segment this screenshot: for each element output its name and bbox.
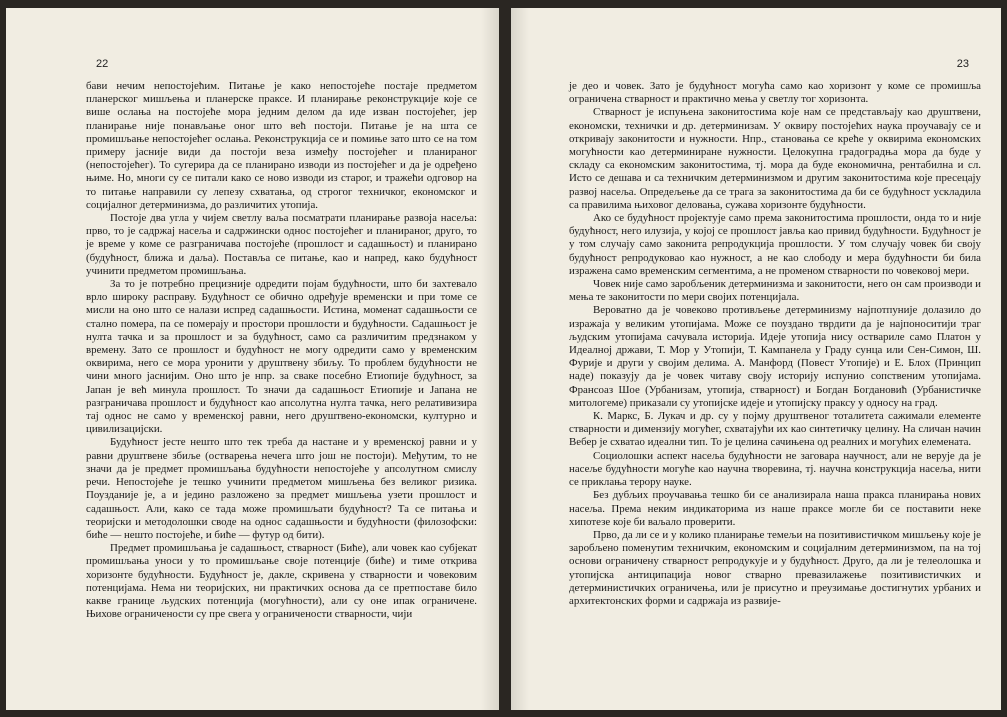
paragraph: Без дубљих проучавања тешко би се анализирала наша пракса планирања нових насеља. Према неким индикаторима из наше праксе могле би се поставити неке хипотезе које би ваљало проверити. — [569, 489, 981, 528]
page-number: 23 — [956, 58, 969, 70]
gutter-shadow — [481, 8, 499, 710]
page-number: 22 — [96, 58, 109, 70]
left-page — [6, 8, 499, 710]
paragraph: Вероватно да је човеково противљење детерминизму најпотпуније долазило до изражаја у великим утопијама. Може се поуздано тврдити да је најпоноситији траг људским утопијама сачувала историја. Идеје утопија нису оствариле само Платон у Идеалној држави, Т. Мор у Утопији, Т. Кампанела у Граду сунца или Сен-Симон, Ш. Фурије и други у својим делима. А. Манфорд (Повест Утопије) и Е. Блох (Принцип наде) показују да је човек читаву своју историју испунио сопственим утопијама. Франсоаз Шое (Урбанизам, утопија, стварност) и Богдан Богдановић (Урбанистичке митологеме) приказали су утопијске идеје и утопијску праксу у односу на град. — [569, 304, 981, 409]
gutter-shadow — [511, 8, 529, 710]
paragraph: је део и човек. Зато је будућност могућа само као хоризонт у коме се промишља ограничена стварност и практично мења у светлу тог хоризонта. — [569, 80, 981, 106]
paragraph: Предмет промишљања је садашњост, стварност (Биће), али човек као субјекат промишљања уноси у то промишљање своје потенције (биће) и тиме открива хоризонте будућности. Будућност је, дакле, скривена у стварности и човековим потенцијама. Нема ни теоријских, ни практичких основа да се претпоставе било какве границе људских потенција (могућности), али су оне ипак ограничене. Њихове ограничености су пре свега у ограничености стварности, чији — [86, 542, 477, 621]
paragraph: бави нечим непостојећим. Питање је како непостојеће постаје предметом планерског мишљења и планерске праксе. И планирање реконструкције које се више ослања на постојеће мора једним делом да иде изван постојећег, јер планирање није понављање оног што већ постоји. Питање је на шта се промишљање непостојећег ослања. Реконструкција се и помиње зато што се на том примеру јасније види да постоји веза између постојећег и планираног (непостојећег). То сугерира да се планирано изводи из постојећег и да је одређено њиме. Но, многи су се питали како се ново изводи из старог, и тражећи одговор на то питање направили су лепезу схватања, од строгог техничког, економског и социјалног детерминизма, до различитих утопија. — [86, 80, 477, 211]
right-page — [511, 8, 1001, 710]
paragraph: Будућност јесте нешто што тек треба да настане и у временској равни и у равни друштвене збиље (остварења нечега што још не постоји). Међутим, то не значи да је предмет промишљања будућности непостојеће у апсолутном смислу речи. Непостојеће је тешко учинити предметом мишљења без великог ризика. Поузданије је, а и једино разложено за предмет мишљења узети прошлост и садашњост. Али, како се тада може промишљати будућност? Та се питања и теоријски и методолошки своде на однос садашњости и будућности (филозофски: биће — нешто постојеће, и биће — футур од бити). — [86, 436, 477, 541]
paragraph: Стварност је испуњена законитостима које нам се представљају као друштвени, економски, технички и др. детерминизам. У оквиру постојећих наука проучавају се и откривају законитости и нужности. Нпр., становања се креће у оквирима економских могућности као детерминиране нужности. Целокупна градоградња мора да буде у складу са економским законитостима, тј. мора да буде економична, рентабилна и сл. Исто се дешава и са техничким детерминизмом и другим законитостима које пресецају развој насеља. Опредељење да се трага за законитостима да би се будућност ускладила са правилима њиховог деловања, сужава хоризонте будућности. — [569, 106, 981, 211]
paragraph: Ако се будућност пројектује само према законитостима прошлости, онда то и није будућност, него илузија, у којој се прошлост јавља као привид будућности. Будућност је у том случају само законита репродукција прошлости. У том случају човек би своју будућност репродуковао као нужност, а не као слободу и мера будућности би била изражена само временским сегментима, а не променом стварности по човековој мери. — [569, 212, 981, 277]
paragraph: Социолошки аспект насеља будућности не заговара научност, али не верује да је насеље будућности могуће као научна творевина, тј. научна конструкција насеља, нити се приклања терору науке. — [569, 449, 981, 489]
paragraph: Прво, да ли се и у колико планирање темељи на позитивистичком мишљењу које је заробљено поменутим техничким, економским и социјалним детерминизмом, па на тој основи ограничену стварност репродукује и у будућност. Друго, да ли је телеолошка и утопијска антиципација новог стварно превазилажење позитивистичких и детерминистичких ограничења, или је присутно и преузимање достигнутих урбаних и архитектонских форми и садржаја из развије- — [569, 528, 981, 607]
paragraph: Човек није само заробљеник детерминизма и законитости, него он сам производи и мења те законитости по мери својих потенцијала. — [569, 278, 981, 304]
paragraph: Постоје два угла у чијем светлу ваља посматрати планирање развоја насеља: прво, то је садржај насеља и садржински однос постојећег и планираног, друго, то је време у коме се разграничава постојеће (прошлост и садашњост) и планирано (будућност, ближа и даља). Постављa се питање, као и напред, како будућност учинити предметом промишљања. — [86, 212, 477, 277]
paragraph: К. Маркс, Б. Лукач и др. су у појму друштвеног тоталитета сажимали елементе стварности и димензију могућег, схватајући их као синтетичку целину. На сличан начин Вебер је схватао идеални тип. То је целина сачињена од реалних и могућих елемената. — [569, 410, 981, 449]
paragraph: За то је потребно прецизније одредити појам будућности, што би захтевало врло широку расправу. Будућност се обично одређује временски и при томе се мисли на оно што се налази испред садашњости. Истина, моменат садашњости се стално помера, па се померају и простори прошлости и будућности. Садашњост је нулта тачка и за прошлост и за будућност, само са различитим предзнаком у времену. Зато се прошлост и будућност не могу одредити само у временским оквирима, него се мора уронити у друштвену збиљу. То проблем будућности не чини много јаснијим. Оно што је нпр. за сваке посебно Етиопије будућност, за Јапан је већ минула прошлост. То значи да садашњост Етиопије и Јапана не разграничава прошлост и будућност као апсолутна нулта тачка, него релативизира тај однос не само у временској равни, него друштвено-економски, културно и цивилизацијски. — [86, 278, 477, 436]
